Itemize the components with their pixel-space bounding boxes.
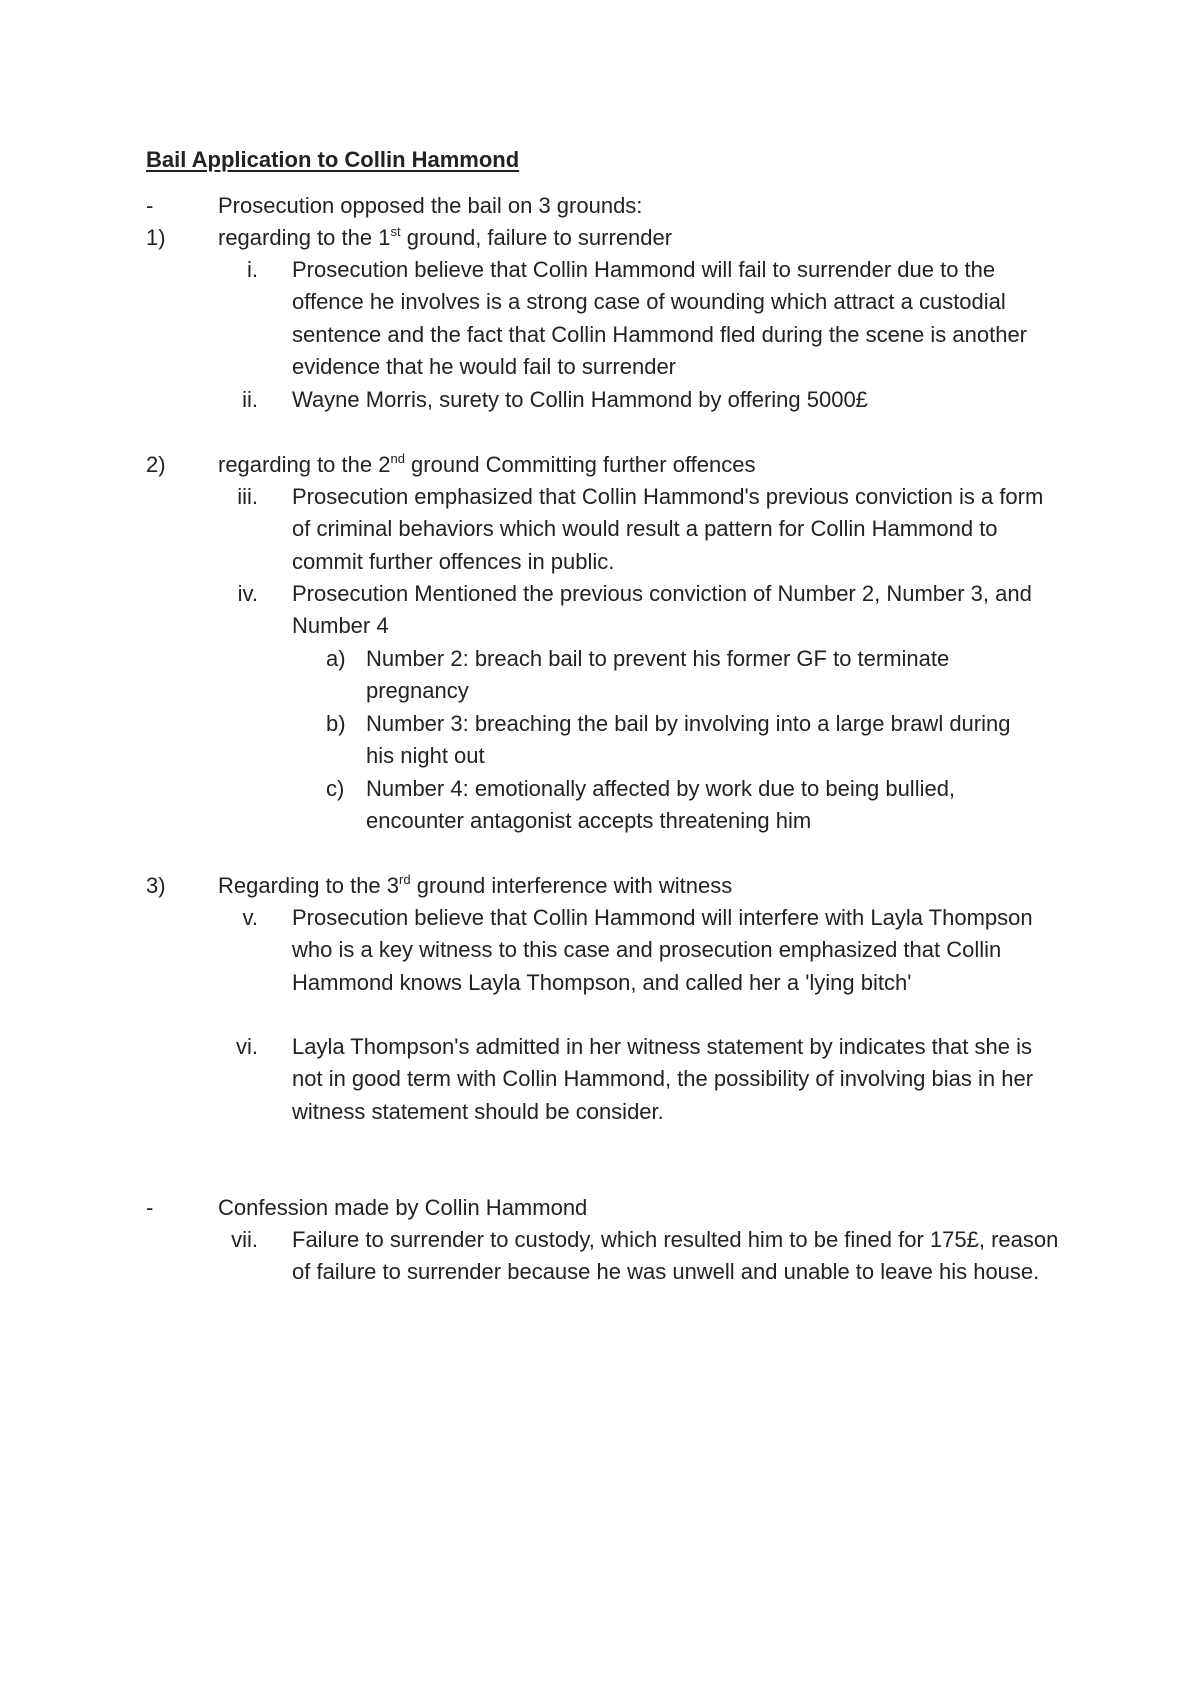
list-item-text: Prosecution believe that Collin Hammond will interfere with Layla Thompson who is a key witness to this case and prosecution emphasized that Collin Hammond knows Layla Thompson, and called her a 'lying bitch' xyxy=(292,905,1033,995)
list-item-text: Prosecution Mentioned the previous conviction of Number 2, Number 3, and Number 4 xyxy=(292,581,1032,639)
sub-list-item-text: Number 4: emotionally affected by work due to being bullied, encounter antagonist accepts threatening him xyxy=(366,776,956,834)
ordinal-suffix: rd xyxy=(399,872,411,887)
sub-list-item-text: Number 3: breaching the bail by involving into a large brawl during his night out xyxy=(366,711,1011,769)
ground-number: 3) xyxy=(146,873,166,898)
roman-marker: v. xyxy=(242,905,258,930)
list-item-text: Prosecution believe that Collin Hammond will fail to surrender due to the offence he involves is a strong case of wounding which attract a custodial sentence and the fact that Collin Hammond fled during the scene is another evidence that he would fail to surrender xyxy=(292,257,1028,380)
roman-marker: iii. xyxy=(237,484,258,509)
list-item-text: Wayne Morris, surety to Collin Hammond by offering 5000£ xyxy=(292,387,868,412)
bullet-marker: - xyxy=(146,193,154,218)
bullet-text: Confession made by Collin Hammond xyxy=(218,1195,588,1220)
bullet-text: Prosecution opposed the bail on 3 grounds: xyxy=(218,193,643,218)
page-title: Bail Application to Collin Hammond xyxy=(146,147,520,172)
roman-marker: iv. xyxy=(237,581,258,606)
ground-text: Regarding to the 3rd ground interference with witness xyxy=(218,872,733,898)
list-item-text: Prosecution emphasized that Collin Hammond's previous conviction is a form of criminal behaviors which would result a pattern for Collin Hammond to commit further offences in public. xyxy=(292,484,1044,574)
letter-marker: a) xyxy=(326,646,346,671)
list-item-text: Failure to surrender to custody, which resulted him to be fined for 175£, reason of failure to surrender because he was unwell and unable to leave his house. xyxy=(292,1227,1059,1285)
ground-text: regarding to the 2nd ground Committing further offences xyxy=(218,451,756,477)
letter-marker: b) xyxy=(326,711,346,736)
roman-marker: i. xyxy=(247,257,258,282)
sub-list-item-text: Number 2: breach bail to prevent his former GF to terminate pregnancy xyxy=(366,646,950,704)
ordinal-suffix: nd xyxy=(390,451,405,466)
letter-marker: c) xyxy=(326,776,345,801)
roman-marker: vi. xyxy=(236,1034,258,1059)
ground-number: 1) xyxy=(146,225,166,250)
ground-number: 2) xyxy=(146,452,166,477)
roman-marker: vii. xyxy=(231,1227,258,1252)
roman-marker: ii. xyxy=(242,387,258,412)
ordinal-suffix: st xyxy=(390,224,401,239)
ground-text: regarding to the 1st ground, failure to surrender xyxy=(218,224,673,250)
bullet-marker: - xyxy=(146,1195,154,1220)
list-item-text: Layla Thompson's admitted in her witness statement by indicates that she is not in good term with Collin Hammond, the possibility of involving bias in her witness statement should be consider. xyxy=(292,1034,1034,1124)
